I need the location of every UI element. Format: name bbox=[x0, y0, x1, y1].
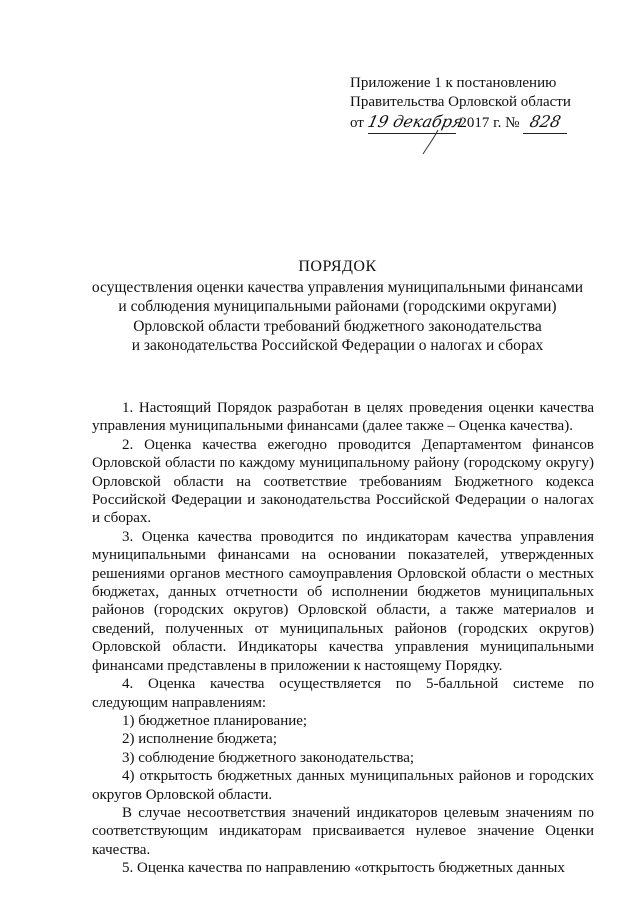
document-body bbox=[92, 399, 594, 878]
list-item-3: 3) соблюдение бюджетного законодательства; bbox=[122, 749, 415, 766]
paragraph-5: 5. Оценка качества по направлению «открытость бюджетных данных bbox=[122, 860, 565, 877]
handwritten-number: 828 bbox=[527, 112, 563, 131]
handwritten-date-field bbox=[365, 112, 465, 134]
list-item-2: 2) исполнение бюджета; bbox=[122, 731, 277, 748]
pen-stroke-mark bbox=[420, 128, 440, 156]
paragraph-4: 4. Оценка качества осуществляется по 5-балльной системе по следующим направлениям: bbox=[92, 676, 594, 711]
appendix-date-line bbox=[350, 112, 620, 134]
title-heading: ПОРЯДОК bbox=[298, 258, 377, 275]
document-title bbox=[60, 257, 615, 356]
date-year: 2017 г. № bbox=[459, 115, 520, 131]
paragraph-3: 3. Оценка качества проводится по индикаторам качества управления муниципальными финансами на основании показателей, утвержденных решениями органов местного самоуправления Орловской области о местных бюджетах, данных отчетности об исполнении бюджетов муниципальных районов (городских округов) Орловской области, а также материалов и сведений, полученных от муниципальных районов (городских округов) Орловской области. Индикаторы качества управления муниципальными финансами представлены в приложении к настоящему Порядку. bbox=[92, 528, 594, 674]
handwritten-number-field bbox=[523, 112, 567, 134]
handwritten-date: 19 декабря bbox=[365, 112, 465, 131]
appendix-header bbox=[350, 74, 620, 134]
title-line-2: и соблюдения муниципальными районами (городскими округами) bbox=[118, 298, 557, 315]
title-line-1: осуществления оценки качества управления муниципальными финансами bbox=[91, 278, 584, 296]
paragraph-1: 1. Настоящий Порядок разработан в целях проведения оценки качества управления муниципальными финансами (далее также – Оценка качества). bbox=[92, 400, 594, 435]
paragraph-2: 2. Оценка качества ежегодно проводится Департаментом финансов Орловской области по каждому муниципальному району (городскому округу) Орловской области на соответствие требованиям Бюджетного кодекса Российской Федерации и законодательства Российской Федерации о налогах и сборах. bbox=[92, 436, 594, 527]
paragraph-mismatch: В случае несоответствия значений индикаторов целевым значениям по соответствующим индикаторам присваивается нулевое значение Оценки качества. bbox=[92, 804, 594, 858]
appendix-line-1: Приложение 1 к постановлению bbox=[350, 75, 557, 91]
list-item-4: 4) открытость бюджетных данных муниципальных районов и городских округов Орловской области. bbox=[92, 768, 594, 803]
list-item-1: 1) бюджетное планирование; bbox=[122, 712, 308, 729]
title-line-4: и законодательства Российской Федерации о налогах и сборах bbox=[131, 337, 544, 354]
appendix-line-2: Правительства Орловской области bbox=[350, 94, 571, 110]
title-line-3: Орловской области требований бюджетного законодательства bbox=[133, 317, 542, 335]
date-prefix: от bbox=[350, 115, 364, 131]
